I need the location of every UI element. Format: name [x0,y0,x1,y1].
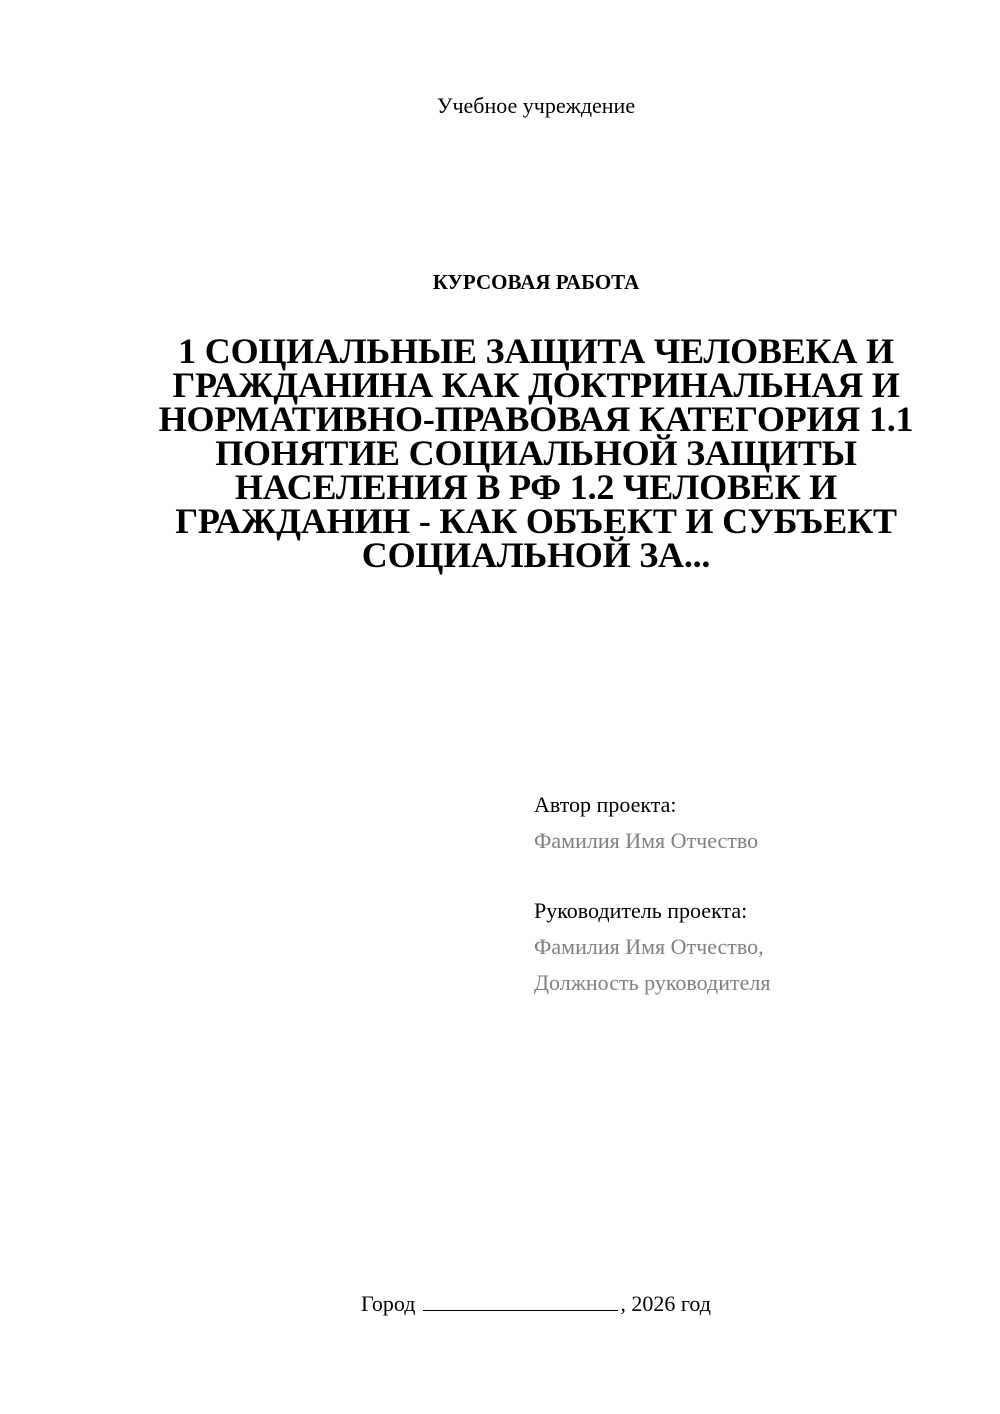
year-text: , 2026 год [620,1291,711,1316]
city-label: Город [361,1291,416,1316]
supervisor-position: Должность руководителя [534,970,771,995]
work-type-heading: КУРСОВАЯ РАБОТА [432,270,640,294]
supervisor-block [534,893,974,1001]
institution-name: Учебное учреждение [436,93,636,118]
supervisor-label: Руководитель проекта: [534,898,748,923]
author-name: Фамилия Имя Отчество [534,828,759,853]
author-block [534,787,974,859]
work-title: 1 СОЦИАЛЬНЫЕ ЗАЩИТА ЧЕЛОВЕКА И ГРАЖДАНИНА КАК ДОКТРИНАЛЬНАЯ И НОРМАТИВНО-ПРАВОВАЯ КАТЕГОРИЯ 1.1 ПОНЯТИЕ СОЦИАЛЬНОЙ ЗАЩИТЫ НАСЕЛЕНИЯ В РФ 1.2 ЧЕЛОВЕК И ГРАЖДАНИН - КАК ОБЪЕКТ И СУБЪЕКТ СОЦИАЛЬНОЙ ЗА... [158,331,914,575]
supervisor-name: Фамилия Имя Отчество, [534,934,764,959]
author-label: Автор проекта: [534,792,677,817]
city-blank-line [423,1288,618,1311]
city-year-line [0,1288,1000,1320]
